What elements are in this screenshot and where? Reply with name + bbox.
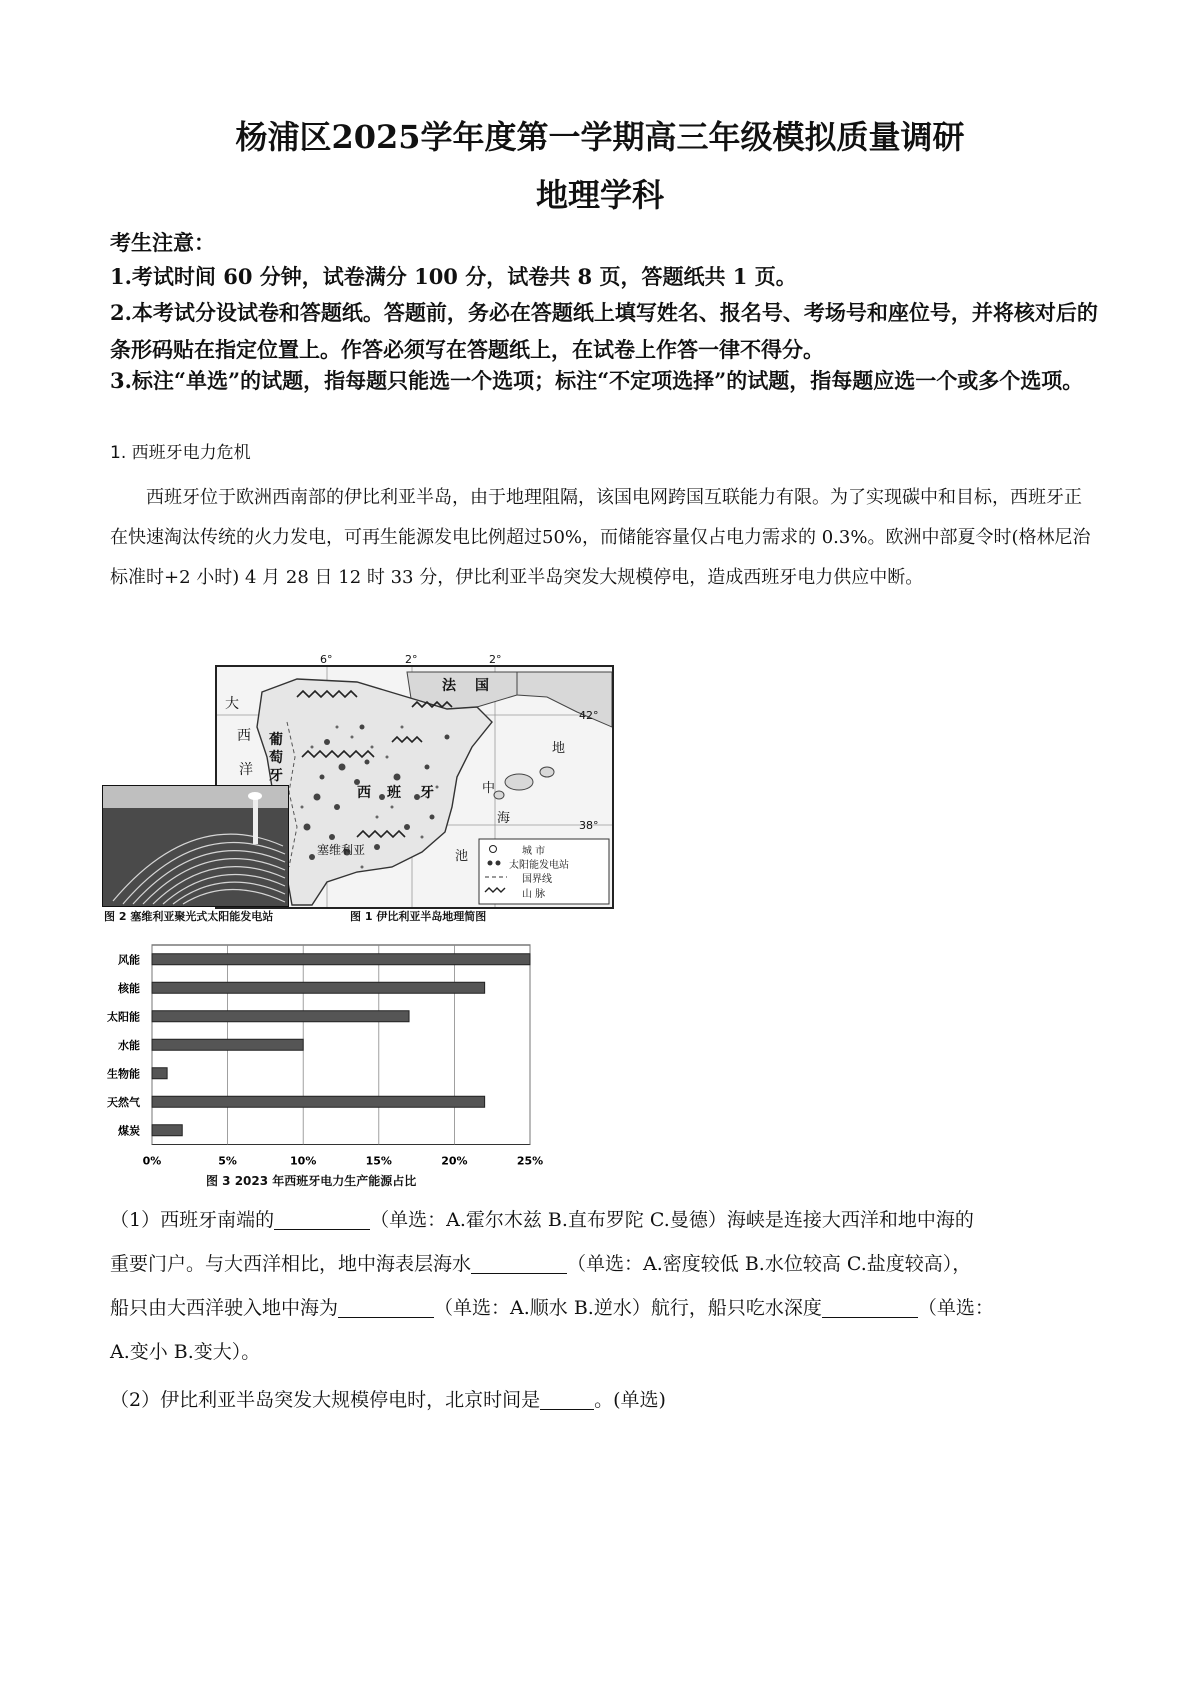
question-heading: 1. 西班牙电力危机 (110, 443, 251, 463)
chart-category-label: 煤炭 (118, 1124, 140, 1138)
notice-item-1: 1.考试时间 60 分钟，试卷满分 100 分，试卷共 8 页，答题纸共 1 页。 (110, 264, 797, 289)
q1-line1-b: （单选：A.霍尔木兹 B.直布罗陀 C.曼德）海峡是连接大西洋和地中海的 (370, 1209, 974, 1231)
q1-line1-a: （1）西班牙南端的 (110, 1209, 275, 1231)
q1-line3-c: （单选： (917, 1297, 994, 1319)
label-sea-1: 地 (552, 741, 566, 756)
label-spain-2: 班 (387, 785, 401, 801)
notice-item-2: 2.本考试分设试卷和答题纸。答题前，务必在答题纸上填写姓名、报名号、考场号和座位号，并将核对后的条形码贴在指定位置上。作答必须写在答题纸上，在试卷上作答一律不得分。 (110, 300, 1098, 362)
label-atlantic-2: 西 (237, 728, 251, 744)
lon-label-2: 2° (405, 653, 418, 666)
q2-blank[interactable] (540, 1389, 594, 1410)
label-portugal-2: 萄 (269, 750, 283, 766)
q1-line3-b: （单选：A.顺水 B.逆水）航行，船只吃水深度 (434, 1297, 822, 1319)
energy-chart (100, 935, 570, 1175)
q1-line3-a: 船只由大西洋驶入地中海为 (110, 1297, 339, 1319)
q1-line2-a: 重要门户。与大西洋相比，地中海表层海水 (110, 1253, 472, 1275)
chart-bar (152, 1011, 409, 1022)
chart-bar (152, 982, 485, 993)
label-portugal-1: 葡 (269, 732, 283, 748)
q2-tail: 。(单选) (594, 1389, 666, 1411)
q1-blank-1[interactable] (274, 1209, 370, 1230)
label-portugal-3: 牙 (269, 768, 283, 784)
lat-label-1: 42° (579, 709, 599, 722)
label-sea-3: 海 (497, 811, 511, 826)
chart-bar (152, 954, 530, 965)
chart-bar (152, 1125, 182, 1136)
chart-title: 图 3 2023 年西班牙电力生产能源占比 (206, 1174, 417, 1188)
chart-x-tick-label: 25% (516, 1154, 544, 1168)
notice-heading: 考生注意： (110, 230, 215, 255)
figure1-caption: 图 1 伊比利亚半岛地理简图 (350, 910, 487, 923)
chart-bar (152, 1039, 303, 1050)
q2-text: （2）伊比利亚半岛突发大规模停电时，北京时间是 (110, 1389, 541, 1411)
figure2-caption: 图 2 塞维利亚聚光式太阳能发电站 (104, 910, 274, 923)
q1-blank-2[interactable] (471, 1253, 567, 1274)
notice-item-3: 3.标注“单选”的试题，指每题只能选一个选项；标注“不定项选择”的试题，指每题应选一个或多个选项。 (110, 368, 1084, 393)
chart-x-tick-label: 15% (365, 1154, 392, 1168)
subquestion-1 (110, 1198, 1100, 1374)
chart-category-label: 生物能 (107, 1067, 140, 1081)
chart-x-tick-label: 5% (218, 1154, 237, 1168)
lat-label-2: 38° (579, 819, 599, 832)
energy-chart-svg (100, 935, 570, 1175)
q1-line2-b: （单选：A.密度较低 B.水位较高 C.盐度较高）， (567, 1253, 972, 1275)
chart-x-tick-label: 0% (142, 1154, 162, 1168)
legend-border: 国界线 (522, 874, 552, 885)
chart-category-label: 风能 (118, 953, 140, 967)
chart-category-label: 天然气 (107, 1095, 140, 1109)
q1-line4: A.变小 B.变大）。 (110, 1341, 261, 1363)
legend-city: 城 市 (522, 846, 546, 857)
chart-category-label: 核能 (118, 981, 140, 995)
label-sea-2: 中 (482, 781, 496, 796)
lon-label-1: 6° (320, 653, 333, 666)
legend-mountain: 山 脉 (522, 889, 546, 900)
chart-bar (152, 1068, 167, 1079)
label-sevilla: 塞维利亚 (317, 843, 366, 857)
q1-blank-3[interactable] (338, 1297, 434, 1318)
chart-category-label: 太阳能 (107, 1010, 140, 1024)
subquestion-2 (110, 1378, 1100, 1422)
legend-solar: 太阳能发电站 (509, 860, 569, 871)
subject-title: 地理学科 (535, 176, 664, 214)
label-spain-1: 西 (357, 785, 371, 801)
chart-x-tick-label: 10% (290, 1154, 317, 1168)
lon-label-3: 2° (489, 653, 502, 666)
q1-blank-4[interactable] (822, 1297, 918, 1318)
exam-title: 杨浦区2025学年度第一学期高三年级模拟质量调研 (235, 118, 965, 156)
chart-bar (152, 1096, 485, 1107)
chart-category-label: 水能 (118, 1038, 140, 1052)
solar-station-photo (102, 785, 289, 907)
question-paragraph: 西班牙位于欧洲西南部的伊比利亚半岛，由于地理阻隔，该国电网跨国互联能力有限。为了实现碳中和目标，西班牙正在快速淘汰传统的火力发电，可再生能源发电比例超过50%，而储能容量仅占电力需求的 0.3%。欧洲中部夏令时(格林尼治标准时+2 小时) 4 月 28 日 12 时 33 分，伊比利亚半岛突发大规模停电，造成西班牙电力供应中断。 (110, 487, 1091, 588)
label-france-2: 国 (475, 678, 489, 694)
label-sea-4: 池 (455, 849, 469, 864)
chart-x-tick-label: 20% (441, 1154, 468, 1168)
label-atlantic-1: 大 (225, 696, 239, 712)
label-spain-3: 牙 (420, 785, 434, 801)
label-france-1: 法 (442, 678, 456, 694)
label-atlantic-3: 洋 (239, 762, 253, 778)
